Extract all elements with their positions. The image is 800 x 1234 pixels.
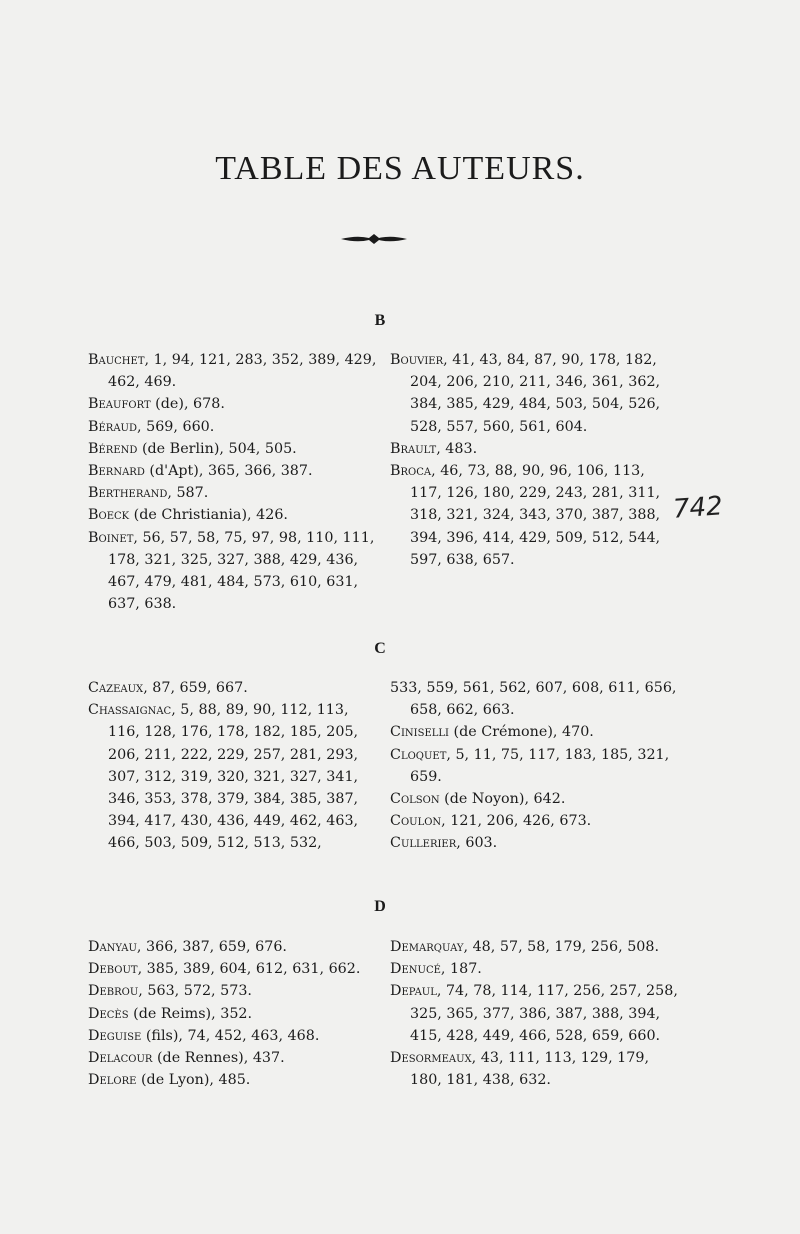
- section-d-left-column: [88, 936, 378, 1091]
- author-name: Cloquet: [390, 746, 447, 763]
- index-entry: [88, 1069, 378, 1091]
- page-references: , 74, 78, 114, 117, 256, 257, 258, 325, 365, 377, 386, 387, 388, 394, 415, 428, 449, 466, 528, 659, 660.: [410, 983, 678, 1044]
- section-c-right-column: [390, 677, 680, 855]
- index-entry: [88, 460, 378, 482]
- index-entry: [390, 980, 680, 1047]
- page-references: , 187.: [440, 961, 482, 978]
- index-entry: [88, 1025, 378, 1047]
- page-references: , 46, 73, 88, 90, 96, 106, 113, 117, 126, 180, 229, 243, 281, 311, 318, 321, 324, 343, 370, 387, 388, 394, 396, 414, 429, 509, 512, 544, 597, 638, 657.: [410, 463, 661, 568]
- author-name: Cazeaux: [88, 680, 144, 696]
- author-name: Desormeaux: [390, 1050, 472, 1067]
- page-references: , 563, 572, 573.: [138, 983, 252, 1000]
- author-name: Delore: [88, 1072, 137, 1089]
- index-entry: [88, 699, 378, 854]
- author-name: Boeck: [88, 507, 130, 524]
- author-name: Bernard: [88, 463, 145, 480]
- page-references: (d'Apt), 365, 366, 387.: [144, 463, 313, 480]
- handwritten-margin-note: 742: [672, 491, 724, 525]
- index-entry: [390, 1047, 680, 1091]
- index-entry: [88, 482, 378, 504]
- index-entry: [88, 438, 378, 460]
- page-references: , 41, 43, 84, 87, 90, 178, 182, 204, 206, 210, 211, 346, 361, 362, 384, 385, 429, 484, 503, 504, 526, 528, 557, 560, 561, 604.: [410, 352, 661, 435]
- author-name: Béraud: [88, 418, 138, 435]
- author-name: Deguise: [88, 1027, 142, 1044]
- page-references: (de Rennes), 437.: [152, 1050, 285, 1067]
- section-c-left-column: [88, 677, 378, 855]
- index-entry: [390, 810, 680, 832]
- page-references: , 569, 660.: [137, 418, 215, 435]
- page-references: (de Noyon), 642.: [439, 791, 566, 808]
- section-letter-b: B: [374, 312, 386, 329]
- index-entry: [390, 744, 680, 788]
- index-entry: [390, 936, 680, 958]
- page-references: , 48, 57, 58, 179, 256, 508.: [463, 939, 660, 955]
- page-references: , 366, 387, 659, 676.: [136, 939, 287, 955]
- index-entry: [390, 832, 680, 854]
- index-entry: [88, 936, 378, 958]
- page-references: (fils), 74, 452, 463, 468.: [141, 1027, 320, 1044]
- index-entry: [88, 1003, 378, 1025]
- page-references: (de Crémone), 470.: [448, 724, 594, 741]
- index-entry: [390, 788, 680, 810]
- author-name: Colson: [390, 791, 440, 808]
- index-entry: [88, 958, 378, 980]
- page-references: (de), 678.: [150, 396, 225, 413]
- index-entry: [88, 349, 378, 393]
- index-entry: [390, 438, 680, 460]
- page-references: , 5, 11, 75, 117, 183, 185, 321, 659.: [410, 746, 670, 785]
- index-entry: [88, 1047, 378, 1069]
- index-entry: [390, 677, 680, 721]
- page-title: TABLE DES AUTEURS.: [215, 150, 585, 187]
- author-name: Brault: [390, 440, 437, 457]
- author-name: Beaufort: [88, 396, 151, 413]
- author-name: Demarquay: [390, 939, 464, 955]
- page-references: , 603.: [456, 835, 498, 852]
- index-entry: [88, 504, 378, 526]
- page-references: 533, 559, 561, 562, 607, 608, 611, 656, 658, 662, 663.: [390, 680, 677, 719]
- page-references: , 5, 88, 89, 90, 112, 113, 116, 128, 176, 178, 182, 185, 205, 206, 211, 222, 229, 257, 281, 293, 307, 312, 319, 320, 321, 327, 341, 346, 353, 378, 379, 384, 385, 387, 394, 417, 430, 436, 449, 462, 463, 466, 503, 509, 512, 513, 532,: [108, 702, 359, 852]
- index-entry: [88, 527, 378, 616]
- section-b-right-column: [390, 349, 680, 571]
- author-name: Delacour: [88, 1050, 153, 1067]
- author-name: Boinet: [88, 529, 134, 546]
- index-entry: [390, 349, 680, 438]
- title-ornament: [339, 232, 409, 246]
- page-references: , 43, 111, 113, 129, 179, 180, 181, 438, 632.: [410, 1050, 649, 1089]
- index-entry: [88, 416, 378, 438]
- page-references: (de Christiania), 426.: [129, 507, 288, 524]
- author-name: Coulon: [390, 813, 442, 830]
- page-references: (de Lyon), 485.: [136, 1072, 251, 1089]
- page-references: (de Reims), 352.: [128, 1005, 253, 1022]
- author-name: Bouvier: [390, 352, 444, 368]
- page-references: , 121, 206, 426, 673.: [441, 813, 592, 830]
- author-name: Bauchet: [88, 352, 145, 368]
- section-letter-d: D: [374, 898, 386, 915]
- section-d-right-column: [390, 936, 680, 1091]
- author-name: Depaul: [390, 983, 437, 1000]
- author-name: Debout: [88, 961, 138, 978]
- author-name: Bérend: [88, 440, 138, 457]
- author-name: Denucé: [390, 961, 441, 978]
- index-entry: [88, 677, 378, 699]
- page-references: , 587.: [167, 485, 209, 502]
- author-name: Chassaignac: [88, 702, 172, 719]
- page-references: , 385, 389, 604, 612, 631, 662.: [137, 961, 361, 978]
- author-name: Broca: [390, 463, 432, 480]
- index-entry: [88, 980, 378, 1002]
- author-name: Danyau: [88, 939, 137, 955]
- index-entry: [390, 721, 680, 743]
- index-entry: [390, 460, 680, 571]
- author-name: Bertherand: [88, 485, 168, 502]
- author-name: Decès: [88, 1005, 129, 1022]
- page-references: , 87, 659, 667.: [143, 680, 248, 696]
- index-entry: [88, 393, 378, 415]
- author-name: Cullerier: [390, 835, 457, 852]
- author-name: Debrou: [88, 983, 139, 1000]
- section-b-left-column: [88, 349, 378, 615]
- index-entry: [390, 958, 680, 980]
- page-references: (de Berlin), 504, 505.: [137, 440, 297, 457]
- section-letter-c: C: [374, 640, 386, 657]
- author-name: Ciniselli: [390, 724, 449, 741]
- page-references: , 56, 57, 58, 75, 97, 98, 110, 111, 178, 321, 325, 327, 388, 429, 436, 467, 479, 481, 484, 573, 610, 631, 637, 638.: [108, 529, 375, 613]
- page-references: , 483.: [436, 440, 478, 457]
- page-references: , 1, 94, 121, 283, 352, 389, 429, 462, 469.: [108, 352, 377, 391]
